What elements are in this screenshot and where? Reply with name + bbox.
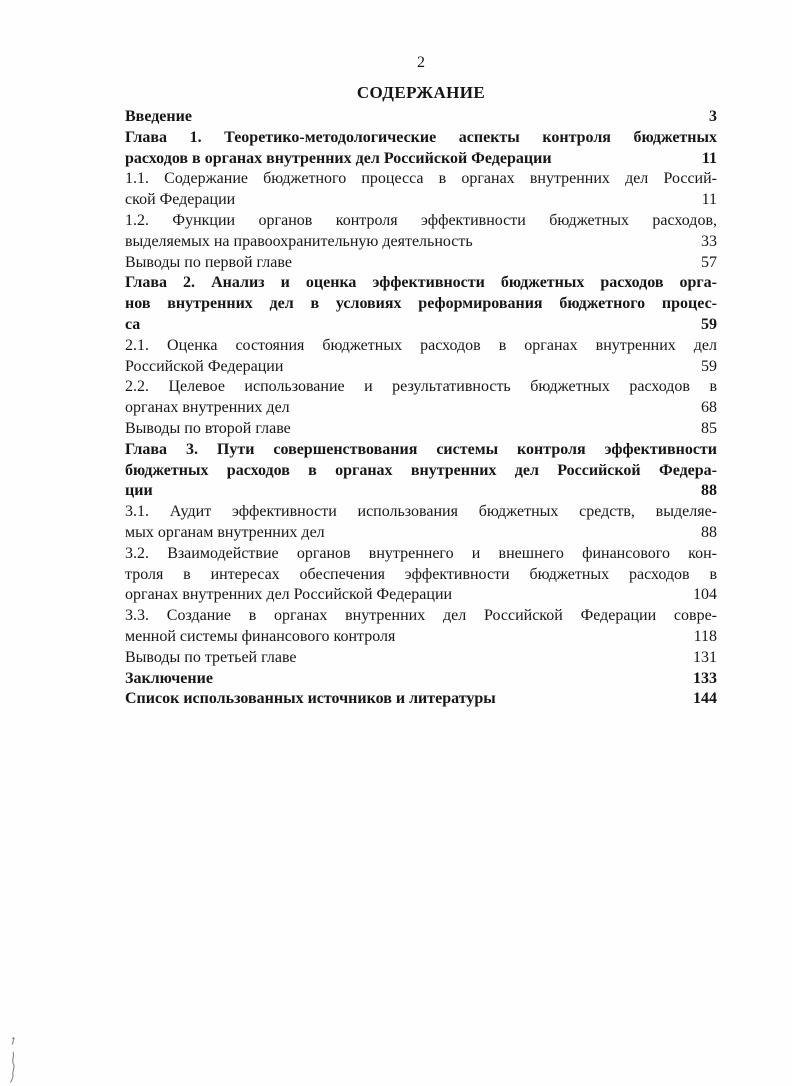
toc-entry-page-number: 104 [693, 586, 717, 604]
toc-entry-last-line [125, 627, 717, 648]
toc-entry-line: Глава 1. Теоретико-методологические аспекты контроля бюджетных [125, 128, 717, 146]
toc-entry-last-line [125, 523, 717, 544]
toc-entry-page-number: 88 [701, 482, 717, 500]
toc-entry-page-number: 33 [701, 232, 717, 250]
toc-entry [125, 128, 717, 170]
toc-entry-page-number: 57 [701, 253, 717, 271]
folio-page-number: 2 [417, 54, 425, 71]
toc-entry-line: нов внутренних дел в условиях реформирования бюджетного процес- [125, 295, 717, 313]
toc-entry [125, 336, 717, 378]
toc-entry-line: 2.2. Целевое использование и результативность бюджетных расходов в [125, 378, 717, 396]
toc-entry-last-line [125, 107, 717, 128]
toc-entry-text: Российской Федерации [125, 357, 284, 375]
toc-entry-page-number: 131 [693, 648, 717, 666]
toc-entry-text: менной системы финансового контроля [125, 627, 396, 645]
toc-entry-last-line [125, 357, 717, 378]
toc-entry-text: ции [125, 482, 153, 500]
toc-entry [125, 502, 717, 544]
toc-entry-text: Введение [125, 108, 192, 125]
toc-entry [125, 669, 717, 690]
toc-entry-line: 3.2. Взаимодействие органов внутреннего и внешнего финансового кон- [125, 544, 717, 562]
toc-entry-last-line [125, 232, 717, 253]
toc-entry-page-number: 68 [701, 399, 717, 417]
toc-entry-page-number: 85 [701, 419, 717, 437]
toc [125, 107, 717, 710]
toc-entry [125, 377, 717, 419]
toc-entry-text: са [125, 315, 141, 333]
toc-entry [125, 440, 717, 502]
toc-entry-text: органах внутренних дел [125, 399, 290, 417]
toc-entry-last-line [125, 585, 717, 606]
toc-entry-line: бюджетных расходов в органах внутренних дел Российской Федера- [125, 461, 717, 479]
toc-entry-line: 2.1. Оценка состояния бюджетных расходов в органах внутренних дел [125, 336, 717, 354]
toc-entry-line: 1.2. Функции органов контроля эффективности бюджетных расходов, [125, 211, 717, 229]
toc-entry-last-line [125, 481, 717, 502]
toc-entry-page-number: 118 [693, 627, 717, 645]
toc-entry [125, 419, 717, 440]
toc-entry-line: троля в интересах обеспечения эффективности бюджетных расходов в [125, 565, 717, 583]
toc-entry-line: 3.1. Аудит эффективности использования бюджетных средств, выделяе- [125, 503, 717, 521]
toc-entry-page-number: 144 [693, 690, 717, 708]
toc-entry-last-line [125, 149, 717, 170]
toc-entry-page-number: 11 [701, 149, 717, 167]
toc-entry [125, 544, 717, 606]
toc-entry-last-line [125, 419, 717, 440]
toc-entry [125, 107, 717, 128]
toc-entry-last-line [125, 648, 717, 669]
toc-entry-page-number: 3 [709, 108, 717, 125]
toc-entry-line: Глава 2. Анализ и оценка эффективности бюджетных расходов орга- [125, 274, 717, 292]
toc-entry-text: Заключение [125, 669, 213, 687]
toc-entry [125, 606, 717, 648]
toc-entry-last-line [125, 398, 717, 419]
toc-entry-text: Выводы по второй главе [125, 419, 291, 437]
toc-entry-page-number: 11 [701, 191, 717, 209]
toc-entry-text: мых органам внутренних дел [125, 523, 325, 541]
toc-heading: СОДЕРЖАНИЕ [356, 83, 486, 102]
toc-entry-line: 1.1. Содержание бюджетного процесса в органах внутренних дел Россий- [125, 170, 717, 188]
toc-entry [125, 273, 717, 335]
toc-entry [125, 211, 717, 253]
toc-entry-last-line [125, 669, 717, 690]
toc-entry [125, 648, 717, 669]
toc-entry-text: Выводы по первой главе [125, 253, 292, 271]
toc-entry-text: органах внутренних дел Российской Федерации [125, 586, 453, 604]
toc-entry-text: Выводы по третьей главе [125, 648, 297, 666]
toc-entry-last-line [125, 253, 717, 274]
toc-entry-page-number: 59 [701, 315, 717, 333]
toc-entry-text: Список использованных источников и литературы [125, 690, 496, 708]
toc-entry-page-number: 59 [701, 357, 717, 375]
toc-entry-text: выделяемых на правоохранительную деятельность [125, 232, 473, 250]
toc-entry-text: расходов в органах внутренних дел Российской Федерации [125, 149, 552, 167]
toc-entry [125, 253, 717, 274]
toc-entry-text: ской Федерации [125, 191, 236, 209]
toc-entry-last-line [125, 689, 717, 710]
toc-entry [125, 689, 717, 710]
toc-entry-line: 3.3. Создание в органах внутренних дел Российской Федерации совре- [125, 607, 717, 625]
toc-entry-last-line [125, 190, 717, 211]
toc-entry [125, 169, 717, 211]
toc-entry-line: Глава 3. Пути совершенствования системы контроля эффективности [125, 440, 717, 458]
scan-artifact-mark [5, 1034, 21, 1086]
toc-entry-last-line [125, 315, 717, 336]
toc-entry-page-number: 88 [701, 523, 717, 541]
page-content [125, 52, 717, 710]
toc-entry-page-number: 133 [693, 669, 717, 687]
